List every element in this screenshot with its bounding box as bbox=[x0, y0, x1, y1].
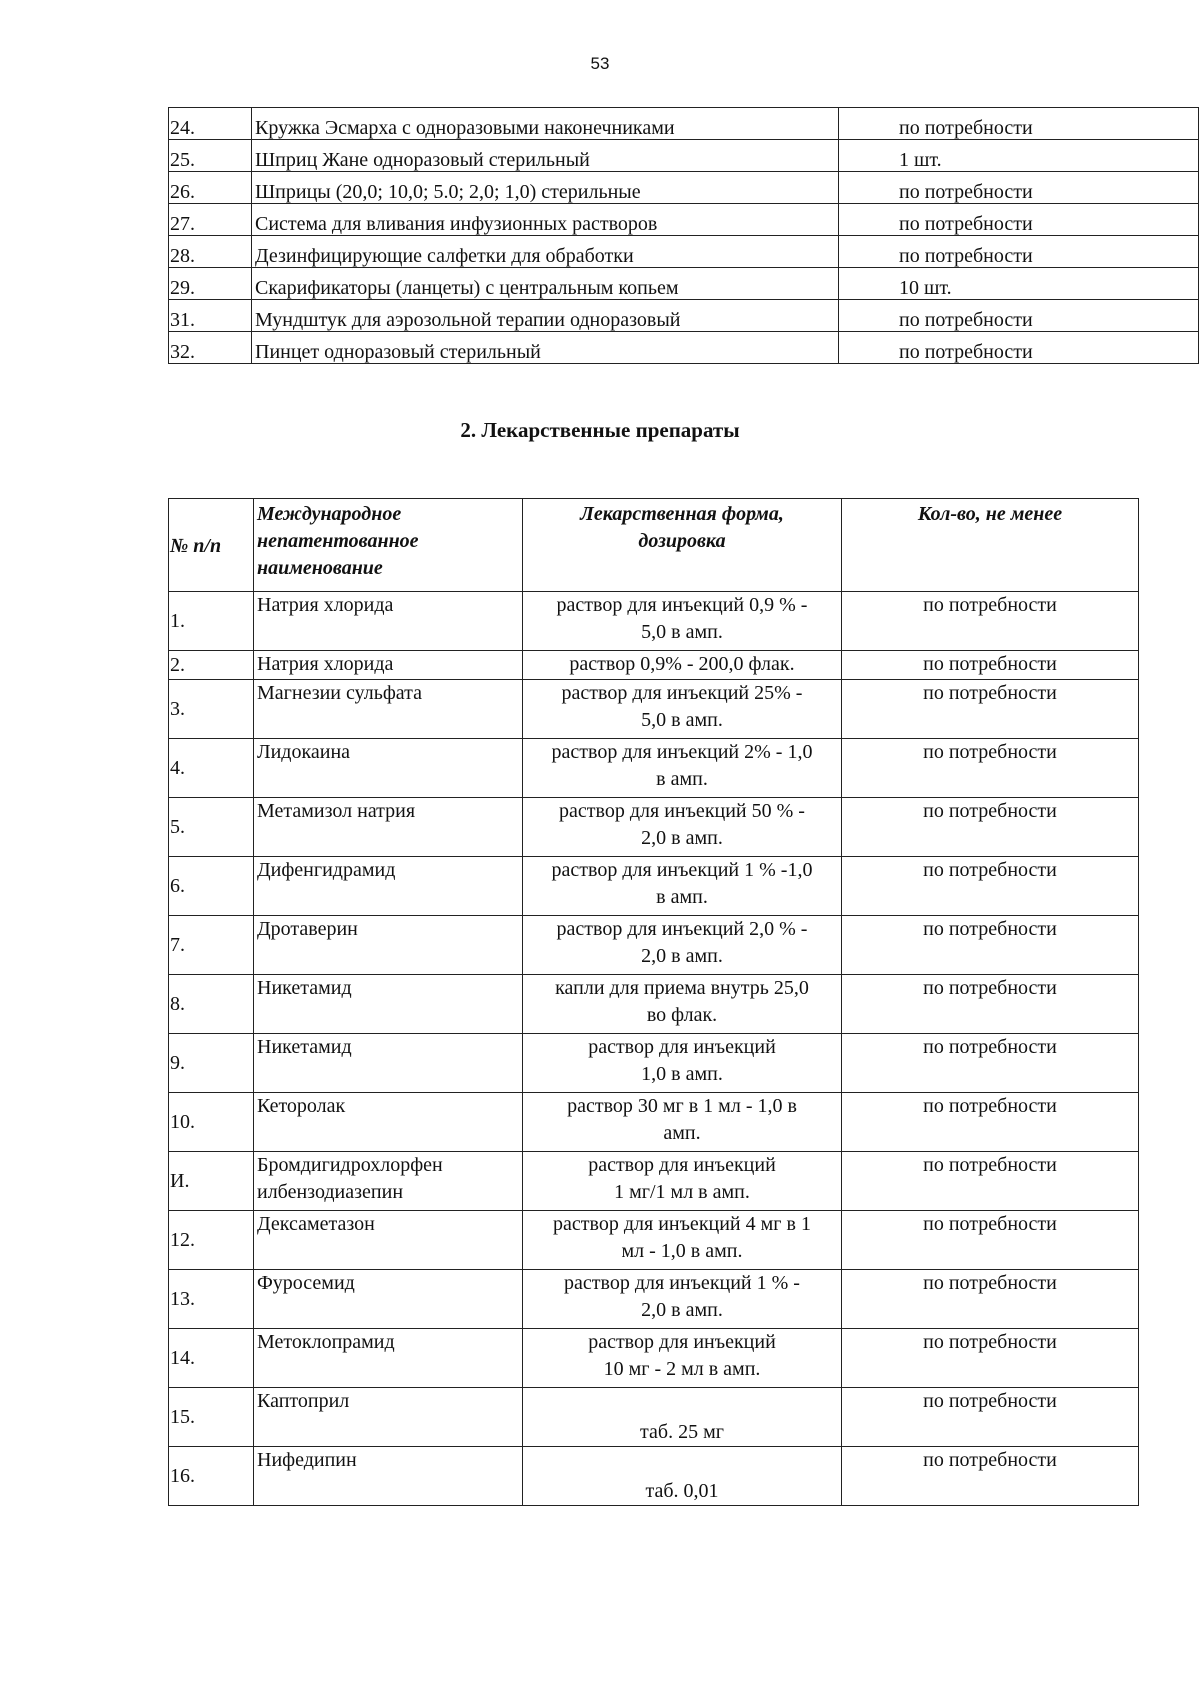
drug-quantity: по потребности bbox=[842, 1211, 1139, 1270]
drug-form bbox=[523, 680, 842, 739]
row-number: 24. bbox=[169, 108, 252, 140]
drug-form-line: раствор для инъекций 4 мг в 1 bbox=[553, 1213, 811, 1235]
drug-form: таб. 25 мг bbox=[523, 1388, 842, 1447]
row-number: 6. bbox=[169, 857, 254, 916]
drug-form-line: капли для приема внутрь 25,0 bbox=[555, 977, 809, 999]
row-number: 15. bbox=[169, 1388, 254, 1447]
drug-form bbox=[523, 592, 842, 651]
row-number: 8. bbox=[169, 975, 254, 1034]
item-name: Кружка Эсмарха с одноразовыми наконечниками bbox=[252, 108, 839, 140]
drug-form-line: раствор для инъекций 0,9 % - bbox=[556, 594, 808, 616]
drug-form-line: раствор для инъекций 25% - bbox=[561, 682, 803, 704]
drug-name: Магнезии сульфата bbox=[254, 680, 523, 739]
drug-form: таб. 0,01 bbox=[523, 1447, 842, 1506]
drug-quantity: по потребности bbox=[842, 680, 1139, 739]
table-row bbox=[169, 1034, 1139, 1093]
table-row bbox=[169, 1329, 1139, 1388]
drug-form-line: в амп. bbox=[656, 886, 708, 908]
drug-name: Кеторолак bbox=[254, 1093, 523, 1152]
table-row bbox=[169, 1211, 1139, 1270]
drug-quantity: по потребности bbox=[842, 916, 1139, 975]
drug-form-line: 5,0 в амп. bbox=[641, 621, 723, 643]
item-quantity: 10 шт. bbox=[839, 268, 1199, 300]
drug-quantity: по потребности bbox=[842, 739, 1139, 798]
row-number: 28. bbox=[169, 236, 252, 268]
drug-form-line: 5,0 в амп. bbox=[641, 709, 723, 731]
row-number: 9. bbox=[169, 1034, 254, 1093]
drug-name: Метоклопрамид bbox=[254, 1329, 523, 1388]
drug-form bbox=[523, 739, 842, 798]
header-form bbox=[523, 499, 842, 592]
row-number: 10. bbox=[169, 1093, 254, 1152]
row-number: 1. bbox=[169, 592, 254, 651]
table-row bbox=[169, 268, 1199, 300]
item-quantity: по потребности bbox=[839, 236, 1199, 268]
table-row bbox=[169, 108, 1199, 140]
table-row bbox=[169, 798, 1139, 857]
header-quantity: Кол-во, не менее bbox=[842, 499, 1139, 592]
drug-name: Натрия хлорида bbox=[254, 651, 523, 680]
item-name: Пинцет одноразовый стерильный bbox=[252, 332, 839, 364]
drug-quantity: по потребности bbox=[842, 1152, 1139, 1211]
row-number: 29. bbox=[169, 268, 252, 300]
item-name: Шприцы (20,0; 10,0; 5.0; 2,0; 1,0) стерильные bbox=[252, 172, 839, 204]
drug-quantity: по потребности bbox=[842, 975, 1139, 1034]
row-number: 26. bbox=[169, 172, 252, 204]
drug-form bbox=[523, 857, 842, 916]
row-number: И. bbox=[169, 1152, 254, 1211]
header-name-line: непатентованное bbox=[257, 530, 419, 552]
drug-form bbox=[523, 916, 842, 975]
drug-form-line: 1,0 в амп. bbox=[641, 1063, 723, 1085]
drug-quantity: по потребности bbox=[842, 1329, 1139, 1388]
drug-form-line: в амп. bbox=[656, 768, 708, 790]
drug-quantity: по потребности bbox=[842, 1093, 1139, 1152]
drug-form bbox=[523, 1329, 842, 1388]
drug-quantity: по потребности bbox=[842, 651, 1139, 680]
drug-name: Никетамид bbox=[254, 975, 523, 1034]
drug-form-line: раствор для инъекций 2% - 1,0 bbox=[551, 741, 813, 763]
drug-name: Нифедипин bbox=[254, 1447, 523, 1506]
row-number: 16. bbox=[169, 1447, 254, 1506]
drug-name: Натрия хлорида bbox=[254, 592, 523, 651]
table-row bbox=[169, 172, 1199, 204]
page-number: 53 bbox=[590, 54, 610, 73]
drug-form-line: мл - 1,0 в амп. bbox=[621, 1240, 743, 1262]
drug-quantity: по потребности bbox=[842, 1447, 1139, 1506]
drug-form: раствор 0,9% - 200,0 флак. bbox=[523, 651, 842, 680]
drug-name: Метамизол натрия bbox=[254, 798, 523, 857]
drug-form bbox=[523, 798, 842, 857]
table-row bbox=[169, 1270, 1139, 1329]
drug-quantity: по потребности bbox=[842, 798, 1139, 857]
drug-form-line: раствор для инъекций bbox=[588, 1036, 776, 1058]
drug-form-line: раствор для инъекций 2,0 % - bbox=[556, 918, 808, 940]
drug-name-line: илбензодиазепин bbox=[257, 1181, 404, 1203]
drug-form-line: раствор для инъекций 1 % -1,0 bbox=[551, 859, 813, 881]
row-number: 3. bbox=[169, 680, 254, 739]
table-row bbox=[169, 651, 1139, 680]
drug-form-line: раствор для инъекций 1 % - bbox=[564, 1272, 800, 1294]
table-row bbox=[169, 680, 1139, 739]
drug-name: Каптоприл bbox=[254, 1388, 523, 1447]
table-row bbox=[169, 1447, 1139, 1506]
table-row bbox=[169, 857, 1139, 916]
consumables-table bbox=[168, 107, 1199, 364]
drug-form-line: 1 мг/1 мл в амп. bbox=[614, 1181, 750, 1203]
drug-form-line: 2,0 в амп. bbox=[641, 827, 723, 849]
drug-form-line: 2,0 в амп. bbox=[641, 1299, 723, 1321]
section-heading: 2. Лекарственные препараты bbox=[460, 418, 740, 442]
drug-form-line: раствор 30 мг в 1 мл - 1,0 в bbox=[567, 1095, 797, 1117]
row-number: 4. bbox=[169, 739, 254, 798]
table-row bbox=[169, 739, 1139, 798]
row-number: 14. bbox=[169, 1329, 254, 1388]
table-row bbox=[169, 592, 1139, 651]
drug-name: Дифенгидрамид bbox=[254, 857, 523, 916]
row-number: 7. bbox=[169, 916, 254, 975]
drug-quantity: по потребности bbox=[842, 1034, 1139, 1093]
item-quantity: 1 шт. bbox=[839, 140, 1199, 172]
drug-form-line: раствор для инъекций bbox=[588, 1331, 776, 1353]
table-row bbox=[169, 332, 1199, 364]
drug-form-line: 2,0 в амп. bbox=[641, 945, 723, 967]
item-quantity: по потребности bbox=[839, 332, 1199, 364]
table-row bbox=[169, 204, 1199, 236]
item-quantity: по потребности bbox=[839, 300, 1199, 332]
drug-name bbox=[254, 1152, 523, 1211]
row-number: 25. bbox=[169, 140, 252, 172]
header-form-line: Лекарственная форма, bbox=[580, 503, 784, 525]
drug-quantity: по потребности bbox=[842, 592, 1139, 651]
drug-form-line: 10 мг - 2 мл в амп. bbox=[603, 1358, 761, 1380]
row-number: 13. bbox=[169, 1270, 254, 1329]
table-header-row bbox=[169, 499, 1139, 592]
drug-quantity: по потребности bbox=[842, 1388, 1139, 1447]
header-name-line: Международное bbox=[257, 503, 402, 525]
row-number: 2. bbox=[169, 651, 254, 680]
table-row bbox=[169, 916, 1139, 975]
drug-name: Дексаметазон bbox=[254, 1211, 523, 1270]
drug-form bbox=[523, 1211, 842, 1270]
drug-quantity: по потребности bbox=[842, 1270, 1139, 1329]
row-number: 27. bbox=[169, 204, 252, 236]
table-row bbox=[169, 1093, 1139, 1152]
header-form-line: дозировка bbox=[638, 530, 726, 552]
drug-name: Фуросемид bbox=[254, 1270, 523, 1329]
table-row bbox=[169, 140, 1199, 172]
drug-form bbox=[523, 1034, 842, 1093]
drug-form-line: раствор для инъекций bbox=[588, 1154, 776, 1176]
row-number: 32. bbox=[169, 332, 252, 364]
item-name: Шприц Жане одноразовый стерильный bbox=[252, 140, 839, 172]
drug-form-line: во флак. bbox=[646, 1004, 718, 1026]
header-name bbox=[254, 499, 523, 592]
drug-name: Лидокаина bbox=[254, 739, 523, 798]
table-row bbox=[169, 975, 1139, 1034]
item-quantity: по потребности bbox=[839, 172, 1199, 204]
drug-name: Никетамид bbox=[254, 1034, 523, 1093]
drug-name: Дротаверин bbox=[254, 916, 523, 975]
drugs-table bbox=[168, 498, 1139, 1506]
drug-form-line: раствор для инъекций 50 % - bbox=[559, 800, 805, 822]
item-name: Скарификаторы (ланцеты) с центральным копьем bbox=[252, 268, 839, 300]
item-quantity: по потребности bbox=[839, 108, 1199, 140]
row-number: 31. bbox=[169, 300, 252, 332]
drug-name-line: Бромдигидрохлорфен bbox=[257, 1154, 443, 1176]
table-row bbox=[169, 300, 1199, 332]
item-name: Мундштук для аэрозольной терапии одноразовый bbox=[252, 300, 839, 332]
drug-quantity: по потребности bbox=[842, 857, 1139, 916]
row-number: 12. bbox=[169, 1211, 254, 1270]
drug-form bbox=[523, 975, 842, 1034]
drug-form-line: амп. bbox=[663, 1122, 701, 1144]
item-name: Система для вливания инфузионных растворов bbox=[252, 204, 839, 236]
drug-form bbox=[523, 1152, 842, 1211]
header-name-line: наименование bbox=[257, 557, 383, 579]
row-number: 5. bbox=[169, 798, 254, 857]
item-quantity: по потребности bbox=[839, 204, 1199, 236]
drug-form bbox=[523, 1093, 842, 1152]
drug-form bbox=[523, 1270, 842, 1329]
item-name: Дезинфицирующие салфетки для обработки bbox=[252, 236, 839, 268]
table-row bbox=[169, 1388, 1139, 1447]
table-row bbox=[169, 236, 1199, 268]
header-number: № п/п bbox=[169, 499, 254, 592]
table-row bbox=[169, 1152, 1139, 1211]
